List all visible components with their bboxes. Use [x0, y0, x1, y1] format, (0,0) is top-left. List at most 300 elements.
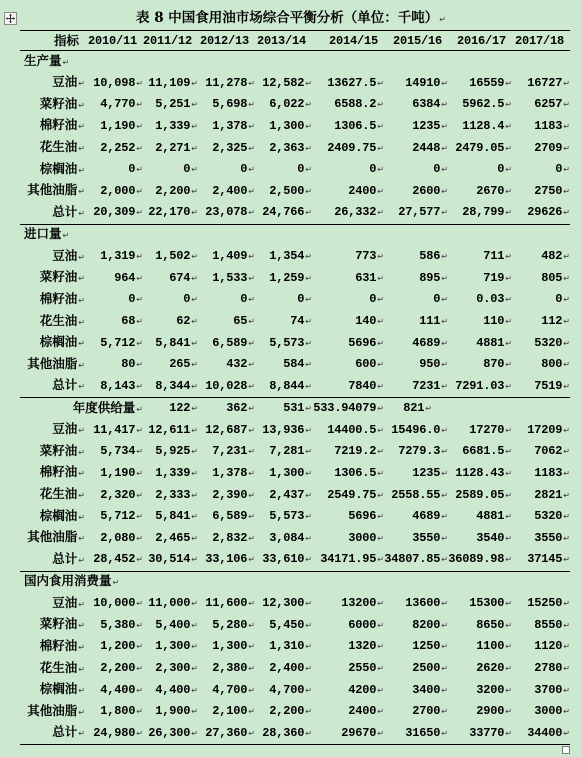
section-value-cell: [143, 224, 198, 246]
table-row: [20, 549, 570, 571]
value-cell: 0 ↵: [85, 289, 143, 311]
row-label: 菜籽油 ↵: [20, 94, 85, 116]
value-cell: 36089.98 ↵: [448, 549, 512, 571]
value-cell: 1,900 ↵: [143, 701, 198, 723]
column-header-year: 2013/14: [255, 31, 312, 51]
row-label: 菜籽油 ↵: [20, 441, 85, 463]
value-cell: 1,339 ↵: [143, 463, 198, 485]
value-cell: 7,231 ↵: [198, 441, 255, 463]
table-row: [20, 484, 570, 506]
value-cell: 3550 ↵: [384, 528, 448, 550]
section-label: 生产量 ↵: [20, 51, 143, 73]
value-cell: 8,344 ↵: [143, 376, 198, 398]
value-cell: 65 ↵: [198, 311, 255, 333]
table-row: [20, 506, 570, 528]
value-cell: 16559 ↵: [448, 72, 512, 94]
value-cell: 12,582 ↵: [255, 72, 312, 94]
value-cell: 6000 ↵: [312, 614, 384, 636]
table-row: [20, 354, 570, 376]
row-label: 棕榈油 ↵: [20, 332, 85, 354]
value-cell: 0 ↵: [312, 289, 384, 311]
value-cell: 1,378 ↵: [198, 463, 255, 485]
value-cell: 24,766 ↵: [255, 202, 312, 224]
value-cell: 2,271 ↵: [143, 137, 198, 159]
value-cell: 7,281 ↵: [255, 441, 312, 463]
value-cell: 28,799 ↵: [448, 202, 512, 224]
balance-table: [20, 30, 570, 745]
value-cell: 0 ↵: [198, 289, 255, 311]
table-row: [20, 246, 570, 268]
table-row: [20, 614, 570, 636]
value-cell: 5696 ↵: [312, 332, 384, 354]
section-value-cell: [198, 571, 255, 593]
value-cell: 28,452 ↵: [85, 549, 143, 571]
row-label: 豆油 ↵: [20, 246, 85, 268]
value-cell: 584 ↵: [255, 354, 312, 376]
row-label: 其他油脂 ↵: [20, 701, 85, 723]
value-cell: 0 ↵: [255, 159, 312, 181]
table-row: [20, 311, 570, 333]
section-value-cell: [384, 51, 448, 73]
table-row: [20, 267, 570, 289]
value-cell: 8200 ↵: [384, 614, 448, 636]
row-label: 棉籽油 ↵: [20, 636, 85, 658]
table-row: [20, 701, 570, 723]
value-cell: 12,300 ↵: [255, 593, 312, 615]
value-cell: 1,310 ↵: [255, 636, 312, 658]
value-cell: 13200 ↵: [312, 593, 384, 615]
value-cell: 0.03 ↵: [448, 289, 512, 311]
section-value-cell: [255, 224, 312, 246]
value-cell: 1128.4 ↵: [448, 116, 512, 138]
value-cell: 964 ↵: [85, 267, 143, 289]
column-header-year: 2011/12: [143, 31, 198, 51]
value-cell: 8,143 ↵: [85, 376, 143, 398]
value-cell: 7062 ↵: [512, 441, 570, 463]
table-row: [20, 679, 570, 701]
value-cell: 2400 ↵: [312, 181, 384, 203]
value-cell: 2620 ↵: [448, 658, 512, 680]
row-label: 花生油 ↵: [20, 484, 85, 506]
value-cell: 28,360 ↵: [255, 723, 312, 745]
value-cell: 2,437 ↵: [255, 484, 312, 506]
value-cell: 2,325 ↵: [198, 137, 255, 159]
value-cell: 1250 ↵: [384, 636, 448, 658]
value-cell: 15300 ↵: [448, 593, 512, 615]
table-row: [20, 636, 570, 658]
table-resize-handle-icon[interactable]: [562, 746, 570, 754]
section-value-cell: [448, 51, 512, 73]
section-value-cell: [312, 571, 384, 593]
value-cell: 33,106 ↵: [198, 549, 255, 571]
value-cell: 34807.85 ↵: [384, 549, 448, 571]
value-cell: 2500 ↵: [384, 658, 448, 680]
value-cell: 2,300 ↵: [143, 658, 198, 680]
table-row: [20, 463, 570, 485]
value-cell: 1,259 ↵: [255, 267, 312, 289]
section-value-cell: 821 ↵: [384, 398, 448, 420]
value-cell: 1,190 ↵: [85, 463, 143, 485]
value-cell: 2,000 ↵: [85, 181, 143, 203]
value-cell: 5,698 ↵: [198, 94, 255, 116]
value-cell: 2,100 ↵: [198, 701, 255, 723]
value-cell: 2,080 ↵: [85, 528, 143, 550]
value-cell: 719 ↵: [448, 267, 512, 289]
column-header-year: 2017/18: [512, 31, 570, 51]
value-cell: 5,450 ↵: [255, 614, 312, 636]
table-row: [20, 289, 570, 311]
section-value-cell: [255, 51, 312, 73]
value-cell: 950 ↵: [384, 354, 448, 376]
value-cell: 2709 ↵: [512, 137, 570, 159]
value-cell: 29670 ↵: [312, 723, 384, 745]
column-header-year: 2012/13: [198, 31, 255, 51]
value-cell: 2,333 ↵: [143, 484, 198, 506]
value-cell: 0 ↵: [512, 159, 570, 181]
value-cell: 2,400 ↵: [198, 181, 255, 203]
value-cell: 2,200 ↵: [143, 181, 198, 203]
value-cell: 1,190 ↵: [85, 116, 143, 138]
table-row: [20, 137, 570, 159]
section-value-cell: [512, 224, 570, 246]
value-cell: 11,417 ↵: [85, 419, 143, 441]
value-cell: 2558.55 ↵: [384, 484, 448, 506]
value-cell: 7840 ↵: [312, 376, 384, 398]
value-cell: 2,320 ↵: [85, 484, 143, 506]
row-label: 其他油脂 ↵: [20, 181, 85, 203]
value-cell: 10,000 ↵: [85, 593, 143, 615]
value-cell: 1,533 ↵: [198, 267, 255, 289]
row-label: 棉籽油 ↵: [20, 289, 85, 311]
value-cell: 112 ↵: [512, 311, 570, 333]
value-cell: 27,577 ↵: [384, 202, 448, 224]
value-cell: 2589.05 ↵: [448, 484, 512, 506]
value-cell: 1,300 ↵: [255, 463, 312, 485]
value-cell: 586 ↵: [384, 246, 448, 268]
value-cell: 34400 ↵: [512, 723, 570, 745]
value-cell: 2,465 ↵: [143, 528, 198, 550]
row-label: 其他油脂 ↵: [20, 528, 85, 550]
value-cell: 870 ↵: [448, 354, 512, 376]
value-cell: 14910 ↵: [384, 72, 448, 94]
row-label: 棕榈油 ↵: [20, 159, 85, 181]
row-label: 豆油 ↵: [20, 593, 85, 615]
table-row: [20, 723, 570, 745]
section-value-cell: [198, 51, 255, 73]
value-cell: 7291.03 ↵: [448, 376, 512, 398]
value-cell: 7519 ↵: [512, 376, 570, 398]
section-value-cell: [312, 51, 384, 73]
value-cell: 4881 ↵: [448, 506, 512, 528]
value-cell: 2780 ↵: [512, 658, 570, 680]
value-cell: 800 ↵: [512, 354, 570, 376]
row-label: 总计 ↵: [20, 723, 85, 745]
value-cell: 62 ↵: [143, 311, 198, 333]
value-cell: 30,514 ↵: [143, 549, 198, 571]
value-cell: 674 ↵: [143, 267, 198, 289]
value-cell: 773 ↵: [312, 246, 384, 268]
table-row: [20, 202, 570, 224]
value-cell: 26,300 ↵: [143, 723, 198, 745]
value-cell: 2448 ↵: [384, 137, 448, 159]
section-header-row: [20, 224, 570, 246]
value-cell: 1320 ↵: [312, 636, 384, 658]
value-cell: 1235 ↵: [384, 116, 448, 138]
table-row: [20, 528, 570, 550]
value-cell: 5320 ↵: [512, 506, 570, 528]
table-header-row: [20, 31, 570, 51]
value-cell: 2,200 ↵: [255, 701, 312, 723]
value-cell: 0 ↵: [143, 289, 198, 311]
value-cell: 1100 ↵: [448, 636, 512, 658]
value-cell: 20,309 ↵: [85, 202, 143, 224]
section-value-cell: [448, 224, 512, 246]
row-label: 菜籽油 ↵: [20, 614, 85, 636]
value-cell: 5,925 ↵: [143, 441, 198, 463]
value-cell: 4,700 ↵: [255, 679, 312, 701]
row-label: 棉籽油 ↵: [20, 463, 85, 485]
value-cell: 1120 ↵: [512, 636, 570, 658]
value-cell: 1306.5 ↵: [312, 116, 384, 138]
value-cell: 14400.5 ↵: [312, 419, 384, 441]
value-cell: 2,500 ↵: [255, 181, 312, 203]
value-cell: 5962.5 ↵: [448, 94, 512, 116]
value-cell: 6,022 ↵: [255, 94, 312, 116]
value-cell: 24,980 ↵: [85, 723, 143, 745]
value-cell: 7219.2 ↵: [312, 441, 384, 463]
value-cell: 0 ↵: [198, 159, 255, 181]
section-value-cell: [384, 571, 448, 593]
value-cell: 1,300 ↵: [143, 636, 198, 658]
value-cell: 2400 ↵: [312, 701, 384, 723]
value-cell: 6384 ↵: [384, 94, 448, 116]
table-header: [20, 31, 570, 51]
value-cell: 5,280 ↵: [198, 614, 255, 636]
value-cell: 17209 ↵: [512, 419, 570, 441]
section-value-cell: [448, 571, 512, 593]
value-cell: 2,390 ↵: [198, 484, 255, 506]
section-value-cell: [384, 224, 448, 246]
section-value-cell: 122 ↵: [143, 398, 198, 420]
column-header-year: 2014/15: [312, 31, 384, 51]
value-cell: 5696 ↵: [312, 506, 384, 528]
value-cell: 2600 ↵: [384, 181, 448, 203]
value-cell: 11,278 ↵: [198, 72, 255, 94]
value-cell: 2821 ↵: [512, 484, 570, 506]
value-cell: 2,363 ↵: [255, 137, 312, 159]
section-value-cell: [198, 224, 255, 246]
row-label: 棉籽油 ↵: [20, 116, 85, 138]
value-cell: 0 ↵: [448, 159, 512, 181]
column-header-year: 2010/11: [85, 31, 143, 51]
value-cell: 1,378 ↵: [198, 116, 255, 138]
value-cell: 1,200 ↵: [85, 636, 143, 658]
section-value-cell: [143, 571, 198, 593]
value-cell: 1128.43 ↵: [448, 463, 512, 485]
value-cell: 12,611 ↵: [143, 419, 198, 441]
value-cell: 4689 ↵: [384, 506, 448, 528]
value-cell: 4689 ↵: [384, 332, 448, 354]
value-cell: 2549.75 ↵: [312, 484, 384, 506]
column-header-indicator: 指标: [20, 31, 85, 51]
value-cell: 805 ↵: [512, 267, 570, 289]
value-cell: 11,000 ↵: [143, 593, 198, 615]
value-cell: 2750 ↵: [512, 181, 570, 203]
table-row: [20, 376, 570, 398]
row-label: 菜籽油 ↵: [20, 267, 85, 289]
value-cell: 6257 ↵: [512, 94, 570, 116]
value-cell: 0 ↵: [85, 159, 143, 181]
table-row: [20, 94, 570, 116]
value-cell: 5320 ↵: [512, 332, 570, 354]
table-row: [20, 419, 570, 441]
row-label: 棕榈油 ↵: [20, 679, 85, 701]
value-cell: 2550 ↵: [312, 658, 384, 680]
value-cell: 600 ↵: [312, 354, 384, 376]
value-cell: 5,573 ↵: [255, 332, 312, 354]
value-cell: 5,573 ↵: [255, 506, 312, 528]
row-label: 豆油 ↵: [20, 72, 85, 94]
value-cell: 15496.0 ↵: [384, 419, 448, 441]
value-cell: 1,300 ↵: [198, 636, 255, 658]
value-cell: 2670 ↵: [448, 181, 512, 203]
value-cell: 7231 ↵: [384, 376, 448, 398]
value-cell: 68 ↵: [85, 311, 143, 333]
table-row: [20, 332, 570, 354]
column-header-year: 2015/16: [384, 31, 448, 51]
value-cell: 432 ↵: [198, 354, 255, 376]
value-cell: 5,841 ↵: [143, 506, 198, 528]
value-cell: 22,170 ↵: [143, 202, 198, 224]
section-header-row: [20, 571, 570, 593]
value-cell: 29626 ↵: [512, 202, 570, 224]
value-cell: 5,251 ↵: [143, 94, 198, 116]
value-cell: 3000 ↵: [312, 528, 384, 550]
value-cell: 17270 ↵: [448, 419, 512, 441]
value-cell: 1,300 ↵: [255, 116, 312, 138]
row-label: 花生油 ↵: [20, 137, 85, 159]
section-value-cell: [312, 224, 384, 246]
value-cell: 2,400 ↵: [255, 658, 312, 680]
section-header-row: [20, 51, 570, 73]
value-cell: 1,319 ↵: [85, 246, 143, 268]
value-cell: 1183 ↵: [512, 463, 570, 485]
value-cell: 16727 ↵: [512, 72, 570, 94]
value-cell: 6588.2 ↵: [312, 94, 384, 116]
value-cell: 13627.5 ↵: [312, 72, 384, 94]
value-cell: 1,354 ↵: [255, 246, 312, 268]
table-row: [20, 72, 570, 94]
value-cell: 2,252 ↵: [85, 137, 143, 159]
row-label: 豆油 ↵: [20, 419, 85, 441]
value-cell: 1,502 ↵: [143, 246, 198, 268]
value-cell: 13,936 ↵: [255, 419, 312, 441]
value-cell: 3540 ↵: [448, 528, 512, 550]
value-cell: 4881 ↵: [448, 332, 512, 354]
value-cell: 5,712 ↵: [85, 332, 143, 354]
value-cell: 31650 ↵: [384, 723, 448, 745]
section-header-row: [20, 398, 570, 420]
value-cell: 1235 ↵: [384, 463, 448, 485]
value-cell: 6,589 ↵: [198, 332, 255, 354]
value-cell: 2479.05 ↵: [448, 137, 512, 159]
value-cell: 4,400 ↵: [143, 679, 198, 701]
value-cell: 0 ↵: [255, 289, 312, 311]
value-cell: 3550 ↵: [512, 528, 570, 550]
value-cell: 265 ↵: [143, 354, 198, 376]
value-cell: 5,734 ↵: [85, 441, 143, 463]
value-cell: 7279.3 ↵: [384, 441, 448, 463]
table-row: [20, 441, 570, 463]
value-cell: 26,332 ↵: [312, 202, 384, 224]
value-cell: 0 ↵: [384, 159, 448, 181]
value-cell: 10,098 ↵: [85, 72, 143, 94]
value-cell: 33770 ↵: [448, 723, 512, 745]
value-cell: 13600 ↵: [384, 593, 448, 615]
value-cell: 37145 ↵: [512, 549, 570, 571]
section-value-cell: [255, 571, 312, 593]
section-value-cell: 531 ↵: [255, 398, 312, 420]
value-cell: 2,380 ↵: [198, 658, 255, 680]
table-title: 表 8 中国食用油市场综合平衡分析（单位：千吨） ↵: [0, 10, 582, 28]
value-cell: 1183 ↵: [512, 116, 570, 138]
value-cell: 2409.75 ↵: [312, 137, 384, 159]
value-cell: 2,832 ↵: [198, 528, 255, 550]
value-cell: 1,800 ↵: [85, 701, 143, 723]
value-cell: 11,109 ↵: [143, 72, 198, 94]
value-cell: 34171.95 ↵: [312, 549, 384, 571]
section-value-cell: [448, 398, 512, 420]
row-label: 花生油 ↵: [20, 311, 85, 333]
section-label: 进口量 ↵: [20, 224, 143, 246]
column-header-year: 2016/17: [448, 31, 512, 51]
table-row: [20, 658, 570, 680]
value-cell: 6,589 ↵: [198, 506, 255, 528]
value-cell: 110 ↵: [448, 311, 512, 333]
table-body: [20, 51, 570, 745]
row-label: 其他油脂 ↵: [20, 354, 85, 376]
section-value-cell: [143, 51, 198, 73]
table-row: [20, 116, 570, 138]
value-cell: 111 ↵: [384, 311, 448, 333]
value-cell: 5,841 ↵: [143, 332, 198, 354]
section-value-cell: [512, 571, 570, 593]
value-cell: 5,712 ↵: [85, 506, 143, 528]
row-label: 棕榈油 ↵: [20, 506, 85, 528]
value-cell: 74 ↵: [255, 311, 312, 333]
row-label: 总计 ↵: [20, 376, 85, 398]
value-cell: 27,360 ↵: [198, 723, 255, 745]
value-cell: 2700 ↵: [384, 701, 448, 723]
value-cell: 1,409 ↵: [198, 246, 255, 268]
table-row: [20, 181, 570, 203]
value-cell: 33,610 ↵: [255, 549, 312, 571]
value-cell: 4,700 ↵: [198, 679, 255, 701]
value-cell: 3200 ↵: [448, 679, 512, 701]
value-cell: 8650 ↵: [448, 614, 512, 636]
section-value-cell: 533.94079 ↵: [312, 398, 384, 420]
row-label: 总计 ↵: [20, 549, 85, 571]
section-label: 国内食用消费量 ↵: [20, 571, 143, 593]
section-value-cell: [512, 398, 570, 420]
row-label: 花生油 ↵: [20, 658, 85, 680]
value-cell: 3,084 ↵: [255, 528, 312, 550]
value-cell: 2900 ↵: [448, 701, 512, 723]
value-cell: 80 ↵: [85, 354, 143, 376]
value-cell: 11,600 ↵: [198, 593, 255, 615]
value-cell: 0 ↵: [512, 289, 570, 311]
value-cell: 4,400 ↵: [85, 679, 143, 701]
